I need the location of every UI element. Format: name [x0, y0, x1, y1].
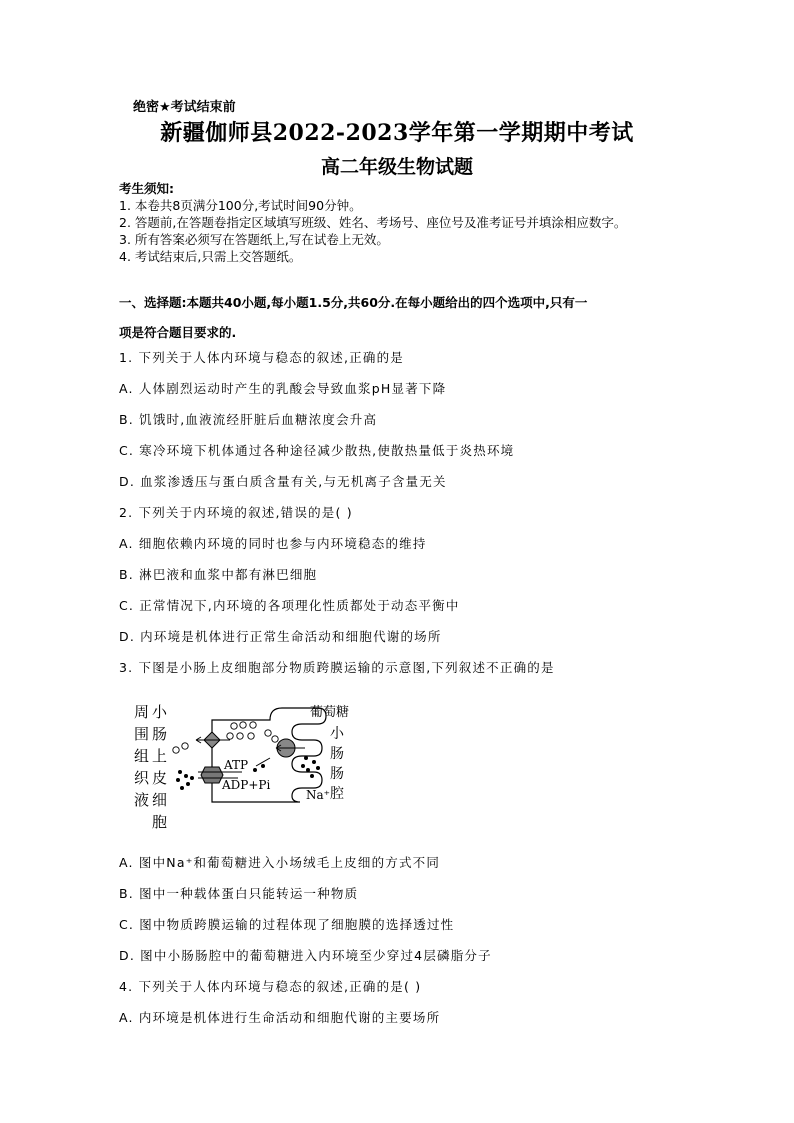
left-label: 细	[152, 791, 168, 809]
section-heading	[119, 288, 679, 348]
question-option: D. 内环境是机体进行正常生命活动和细胞代谢的场所	[119, 629, 442, 644]
question-stem: 1. 下列关于人体内环境与稳态的叙述,正确的是	[119, 350, 404, 365]
sodium-label: Na⁺	[306, 788, 330, 802]
candidate-notice	[119, 180, 679, 265]
left-label: 上	[152, 747, 168, 765]
intestinal-transport-diagram	[130, 698, 360, 848]
question-option: A. 人体剧烈运动时产生的乳酸会导致血浆pH显著下降	[119, 381, 447, 396]
left-label: 周	[134, 703, 150, 721]
glucose-label: 葡萄糖	[310, 705, 350, 720]
exam-subtitle: 高二年级生物试题	[320, 156, 473, 178]
question-option: B. 淋巴液和血浆中都有淋巴细胞	[119, 567, 318, 582]
left-label: 小	[152, 703, 168, 721]
question-option: A. 图中Na⁺和葡萄糖进入小场绒毛上皮细的方式不同	[119, 855, 441, 870]
lumen-label: 小	[330, 726, 344, 742]
question-stem: 2. 下列关于内环境的叙述,错误的是( )	[119, 505, 353, 520]
left-label: 肠	[152, 725, 168, 743]
question-stem: 4. 下列关于人体内环境与稳态的叙述,正确的是( )	[119, 979, 422, 994]
notice-item: 3. 所有答案必须写在答题纸上,写在试卷上无效。	[119, 232, 389, 247]
notice-item: 1. 本卷共8页满分100分,考试时间90分钟。	[119, 198, 362, 213]
question-option: D. 图中小肠肠腔中的葡萄糖进入内环境至少穿过4层磷脂分子	[119, 948, 492, 963]
notice-heading: 考生须知:	[119, 181, 174, 196]
section-heading-line: 一、选择题:本题共40小题,每小题1.5分,共60分.在每小题给出的四个选项中,只有一	[119, 295, 588, 310]
question-option: B. 饥饿时,血液流经肝脏后血糖浓度会升高	[119, 412, 378, 427]
sodium-potassium-pump	[201, 767, 223, 783]
atp-label: ATP	[224, 758, 249, 772]
question-option: B. 图中一种载体蛋白只能转运一种物质	[119, 886, 359, 901]
secret-mark: 绝密★考试结束前	[133, 100, 236, 115]
lumen-label: 腔	[330, 786, 344, 802]
question-option: C. 寒冷环境下机体通过各种途径减少散热,使散热量低于炎热环境	[119, 443, 515, 458]
adp-label: ADP+Pi	[222, 778, 271, 792]
lumen-label: 肠	[330, 746, 344, 762]
section-heading-line: 项是符合题目要求的.	[119, 325, 237, 340]
left-label: 组	[134, 747, 150, 765]
left-label: 液	[134, 791, 150, 809]
lumen-label: 肠	[330, 766, 344, 782]
left-label: 围	[134, 725, 150, 743]
notice-item: 2. 答题前,在答题卷指定区域填写班级、姓名、考场号、座位号及准考证号并填涂相应数字。	[119, 215, 627, 230]
question-option: C. 正常情况下,内环境的各项理化性质都处于动态平衡中	[119, 598, 460, 613]
left-label: 胞	[152, 813, 168, 831]
notice-item: 4. 考试结束后,只需上交答题纸。	[119, 249, 302, 264]
question-option: A. 内环境是机体进行生命活动和细胞代谢的主要场所	[119, 1010, 441, 1025]
glucose-molecules	[173, 722, 278, 753]
exam-title: 新疆伽师县2022-2023学年第一学期期中考试	[160, 120, 634, 146]
question-stem: 3. 下图是小肠上皮细胞部分物质跨膜运输的示意图,下列叙述不正确的是	[119, 660, 555, 675]
question-option: C. 图中物质跨膜运输的过程体现了细胞膜的选择透过性	[119, 917, 455, 932]
question-option: D. 血浆渗透压与蛋白质含量有关,与无机离子含量无关	[119, 474, 447, 489]
left-label: 皮	[152, 769, 168, 787]
left-label: 织	[134, 769, 150, 787]
question-option: A. 细胞依赖内环境的同时也参与内环境稳态的维持	[119, 536, 427, 551]
